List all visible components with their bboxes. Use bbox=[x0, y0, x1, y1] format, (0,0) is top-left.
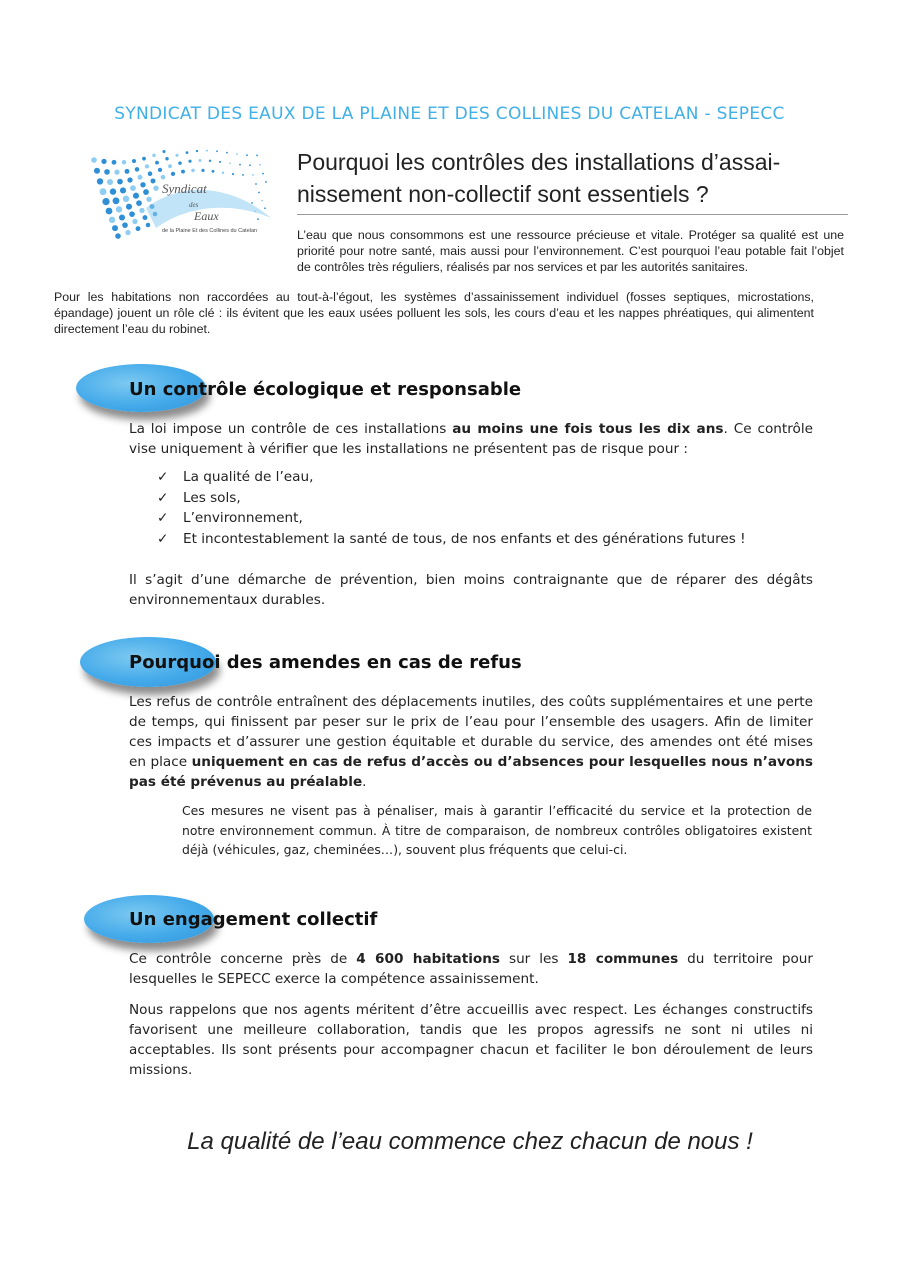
section-3-title: Un engagement collectif bbox=[129, 909, 378, 930]
logo-dot bbox=[112, 160, 117, 165]
checklist-item bbox=[157, 467, 817, 488]
logo-dot bbox=[107, 179, 113, 185]
checklist-item bbox=[157, 529, 817, 550]
logo-dot bbox=[97, 178, 103, 184]
logo-dot bbox=[252, 174, 254, 176]
section-3-p1-text-b: sur les bbox=[500, 951, 568, 967]
logo-dot bbox=[257, 218, 259, 220]
logo-dot bbox=[178, 161, 182, 165]
logo-dot bbox=[261, 200, 263, 202]
section-1-p1-text-a: La loi impose un contrôle de ces installations bbox=[129, 421, 453, 437]
logo-dot bbox=[106, 208, 113, 215]
logo-dot bbox=[126, 204, 132, 210]
logo-dot bbox=[104, 169, 110, 175]
logo-text-eaux: Eaux bbox=[194, 209, 219, 223]
checklist-item-text: L’environnement, bbox=[183, 510, 303, 526]
logo-dot bbox=[158, 168, 162, 172]
title-divider bbox=[297, 214, 848, 215]
logo-dot bbox=[229, 162, 231, 164]
logo-dot bbox=[181, 170, 185, 174]
section-2-p1-text-b: . bbox=[362, 774, 367, 790]
intro-paragraph-2: Pour les habitations non raccordées au tout-à-l’égout, les systèmes d’assainissement individuel (fosses septiques, microstations, épandage) jouent un rôle clé : ils évitent que les eaux usées polluent les sols, les cours d’eau et les nappes phréatiques, qui alimentent directement l’eau du robinet. bbox=[54, 290, 814, 336]
logo-dot bbox=[186, 151, 189, 154]
logo-dot bbox=[196, 150, 198, 152]
logo-text-syndicat: Syndicat bbox=[162, 181, 207, 196]
section-3-p1-bold-1: 4 600 habitations bbox=[356, 951, 500, 967]
logo-dot bbox=[148, 171, 153, 176]
section-3-paragraph-1 bbox=[129, 949, 813, 989]
section-3-paragraph-2: Nous rappelons que nos agents méritent d’être accueillis avec respect. Les échanges constructifs favorisent une meilleure collaboration, tandis que les propos agressifs ne sont ni utiles ni acceptables. Ils sont présents pour accompagner chacun et faciliter le bon déroulement de leurs missions. bbox=[129, 1002, 813, 1078]
section-3-p1-bold-2: 18 communes bbox=[567, 951, 679, 967]
checklist-item-text: Et incontestablement la santé de tous, de nos enfants et des générations futures ! bbox=[183, 530, 746, 547]
logo-dot bbox=[236, 153, 238, 155]
closing-tagline: La qualité de l’eau commence chez chacun de nous ! bbox=[187, 1128, 753, 1155]
checklist-item-text: Les sols, bbox=[183, 489, 241, 506]
logo-dot bbox=[109, 217, 115, 223]
logo-dot bbox=[132, 159, 136, 163]
logo-dot bbox=[138, 175, 143, 180]
checkmark-icon: ✓ bbox=[157, 530, 169, 547]
logo-dot bbox=[116, 206, 122, 212]
logo-dot bbox=[122, 160, 127, 165]
logo-dot bbox=[209, 160, 211, 162]
logo-dot bbox=[132, 219, 137, 224]
logo-dot bbox=[102, 198, 109, 205]
logo-dot bbox=[117, 179, 123, 185]
page-header-title: SYNDICAT DES EAUX DE LA PLAINE ET DES COLLINES DU CATELAN - SEPECC bbox=[114, 104, 785, 124]
section-2-p1-bold: uniquement en cas de refus d’accès ou d’absences pour lesquelles nous n’avons pas été prévenus au préalable bbox=[129, 754, 813, 790]
main-title: Pourquoi les contrôles des installations d’assai- nissement non-collectif sont essentiels ? bbox=[297, 149, 781, 207]
checkmark-icon: ✓ bbox=[157, 510, 169, 526]
logo-dot bbox=[258, 192, 260, 194]
logo-text-des: des bbox=[189, 201, 199, 209]
logo-dot bbox=[146, 197, 151, 202]
logo-dot bbox=[113, 197, 120, 204]
checkmark-icon: ✓ bbox=[157, 469, 169, 485]
section-1-title: Un contrôle écologique et responsable bbox=[129, 379, 522, 400]
logo-dot bbox=[199, 159, 202, 162]
checklist-item bbox=[157, 508, 817, 529]
logo-dot bbox=[201, 169, 204, 172]
logo-dot bbox=[259, 164, 261, 166]
intro-paragraph-1-text: L’eau que nous consommons est une ressource précieuse et vitale. Protéger sa qualité est une priorité pour notre santé, mais aussi pour l’environnement. C’est pourquoi l’eau potable fait l’objet de contrôles très réguliers, réalisés par nos services et par les autorités sanitaires. bbox=[297, 228, 844, 274]
logo-dot bbox=[153, 185, 158, 190]
logo-dot bbox=[145, 164, 149, 168]
logo-dot bbox=[110, 188, 116, 194]
checklist-item bbox=[157, 488, 817, 509]
logo-dot bbox=[133, 193, 139, 199]
logo-dot bbox=[219, 161, 221, 163]
logo-dot bbox=[114, 170, 119, 175]
logo-dot bbox=[262, 173, 264, 175]
logo-dot bbox=[175, 154, 178, 157]
logo-dot bbox=[125, 169, 130, 174]
logo-dot bbox=[140, 182, 145, 187]
logo-dot bbox=[152, 154, 155, 157]
logo-dot bbox=[251, 202, 253, 204]
logo-dot bbox=[119, 214, 125, 220]
intro-paragraph-1 bbox=[54, 227, 844, 275]
section-1-checklist bbox=[157, 467, 817, 549]
section-3-p1-text-a: Ce contrôle concerne près de bbox=[129, 951, 357, 967]
logo-dot bbox=[101, 159, 106, 164]
logo-dot bbox=[91, 157, 97, 163]
section-2-p1-text-a: Les refus de contrôle entraînent des déplacements inutiles, des coûts supplémentaires et une perte de temps, qui finissent par peser sur le prix de l’eau pour l’ensemble des usagers. Afin de limiter ces impacts et d’assurer une gestion équitable et durable du service, des amendes ont été mises en place bbox=[129, 694, 813, 770]
logo-dot bbox=[249, 164, 251, 166]
logo-dot bbox=[242, 174, 244, 176]
logo-dot bbox=[161, 175, 166, 180]
logo-dot bbox=[94, 168, 100, 174]
logo-dot bbox=[188, 160, 191, 163]
logo-dot bbox=[120, 187, 126, 193]
section-2-quote: Ces mesures ne visent pas à pénaliser, mais à garantir l’efficacité du service et la protection de notre environnement commun. À titre de comparaison, de nombreux contrôles obligatoires existent déjà (véhicules, gaz, cheminées…), souvent plus fréquents que celui-ci. bbox=[182, 803, 812, 857]
logo-dot bbox=[129, 211, 135, 217]
logo-dot bbox=[256, 155, 258, 157]
logo-dot bbox=[142, 157, 146, 161]
logo-dot bbox=[222, 171, 224, 173]
logo-dot bbox=[123, 196, 129, 202]
logo-dot bbox=[165, 157, 168, 160]
logo-dot bbox=[143, 215, 148, 220]
logo-dot bbox=[143, 189, 149, 195]
logo-dot bbox=[265, 181, 267, 183]
logo-dot bbox=[232, 173, 234, 175]
logo-dot bbox=[162, 150, 165, 153]
section-1-p1-text-b: . Ce contrôle vise uniquement à vérifier que les installations ne présentent pas de risque pour : bbox=[129, 421, 813, 457]
section-1-paragraph-2: Il s’agit d’une démarche de prévention, bien moins contraignante que de réparer des dégâts environnementaux durables. bbox=[129, 572, 813, 608]
logo-dot bbox=[135, 167, 140, 172]
logo-dot bbox=[127, 177, 132, 182]
logo-dot bbox=[155, 161, 159, 165]
logo-dot bbox=[168, 164, 172, 168]
logo-dot bbox=[226, 152, 228, 154]
logo-dot bbox=[216, 150, 218, 152]
logo-dot bbox=[255, 183, 257, 185]
section-2-paragraph-1 bbox=[129, 692, 813, 792]
logo-dot bbox=[264, 207, 266, 209]
section-1-paragraph-1 bbox=[129, 419, 813, 459]
checklist-item-text: La qualité de l’eau, bbox=[183, 469, 314, 485]
logo-dot bbox=[246, 154, 248, 156]
logo-dot bbox=[239, 164, 241, 166]
logo-dot bbox=[100, 188, 107, 195]
logo-dot bbox=[212, 170, 215, 173]
logo-dot bbox=[130, 185, 136, 191]
logo-dot bbox=[206, 150, 208, 152]
logo-dot bbox=[151, 178, 156, 183]
logo-text-subtitle: de la Plaine Et des Collines du Catelan bbox=[162, 228, 258, 234]
section-1-p1-bold: au moins une fois tous les dix ans bbox=[452, 421, 724, 437]
logo-dot bbox=[136, 200, 142, 206]
logo-dot bbox=[171, 172, 175, 176]
logo-dot bbox=[139, 208, 144, 213]
section-3-p1-text-c: du territoire pour lesquelles le SEPECC exerce la compétence assainissement. bbox=[129, 951, 814, 987]
checkmark-icon: ✓ bbox=[157, 489, 169, 506]
section-2-title: Pourquoi des amendes en cas de refus bbox=[129, 652, 522, 673]
logo-dot bbox=[191, 169, 195, 173]
